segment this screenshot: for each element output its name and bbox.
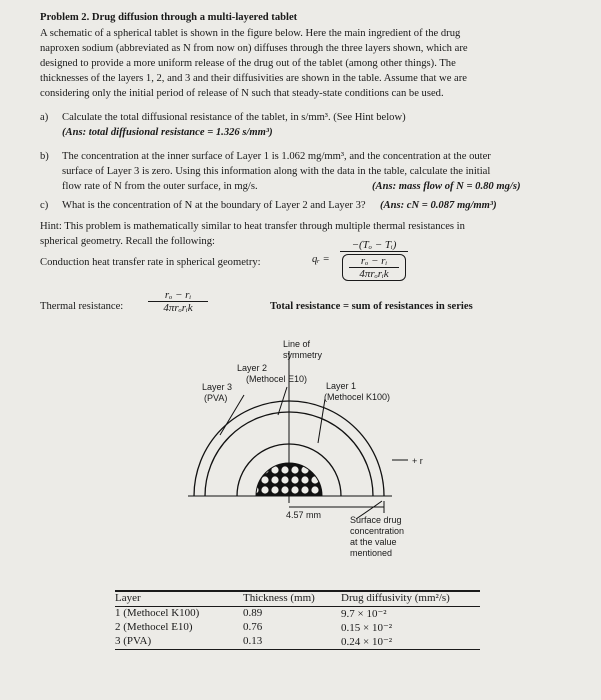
question-c-answer: (Ans: cN = 0.087 mg/mm³) [380, 200, 497, 211]
intro-line: considering only the initial period of release of N such that steady-state conditions can be used. [40, 88, 444, 99]
table-header: Thickness (mm) [243, 591, 341, 607]
table-cell: 3 (PVA) [115, 635, 243, 650]
thermal-label: Thermal resistance: [40, 301, 124, 312]
layer2-label: Layer 2 [237, 363, 268, 373]
layer1-material: (Methocel K100) [324, 392, 391, 402]
conduction-denominator [342, 254, 406, 281]
table-cell: 0.15 × 10⁻² [341, 622, 393, 634]
intro-line: A schematic of a spherical tablet is shown in the figure below. Here the main ingredient of the drug [40, 28, 461, 39]
q-symbol: qᵣ = [312, 254, 330, 265]
radius-label: 4.57 mm [286, 510, 322, 520]
question-b-answer: (Ans: mass flow of N = 0.80 mg/s) [372, 181, 521, 192]
question-a-text: Calculate the total diffusional resistance of the tablet, in s/mm³. (See Hint below) [62, 112, 406, 123]
intro-line: thicknesses of the layers 1, 2, and 3 and their diffusivities are shown in the table. Assume that we are [40, 73, 467, 84]
table-cell: 0.89 [243, 607, 263, 619]
surface-note: Surface drug [350, 515, 402, 525]
table-row [115, 621, 480, 635]
conduction-numerator: −(Tₒ − Tᵢ) [340, 239, 408, 252]
surface-note: at the value [350, 537, 397, 547]
question-b-text: The concentration at the inner surface of Layer 1 is 1.062 mg/mm³, and the concentration at the outer [62, 151, 491, 162]
table-header: Layer [115, 591, 243, 607]
total-resistance-note: Total resistance = sum of resistances in series [270, 301, 473, 312]
layer-table [115, 590, 480, 650]
question-a-answer: (Ans: total diffusional resistance = 1.326 s/mm³) [62, 127, 273, 138]
question-b-text: flow rate of N from the outer surface, in mg/s. [62, 181, 258, 192]
conduction-denominator-bottom: 4πrₒrᵢk [359, 268, 389, 280]
surface-note: concentration [350, 526, 405, 536]
conduction-denominator-top: rₒ − rᵢ [349, 255, 399, 268]
layer3-material: (PVA) [204, 393, 228, 403]
table-row [115, 635, 480, 650]
table-header-row [115, 591, 480, 607]
conduction-label: Conduction heat transfer rate in spherical geometry: [40, 257, 261, 268]
thermal-denominator: 4πrₒrᵢk [163, 302, 193, 314]
layer1-label: Layer 1 [326, 381, 357, 391]
question-c-label: c) [40, 200, 49, 211]
table-cell: 0.24 × 10⁻² [341, 635, 480, 650]
r-direction-label: + r [412, 456, 423, 466]
question-c-text: What is the concentration of N at the boundary of Layer 2 and Layer 3? [62, 200, 366, 211]
table-header: Drug diffusivity (mm²/s) [341, 591, 480, 607]
symmetry-label: symmetry [283, 350, 322, 360]
question-a-label: a) [40, 112, 49, 123]
hint-line: Hint: This problem is mathematically similar to heat transfer through multiple thermal resistances in [40, 221, 465, 232]
thermal-numerator: rₒ − rᵢ [148, 289, 208, 302]
table-cell: 0.13 [243, 635, 341, 650]
layer3-label: Layer 3 [202, 382, 233, 392]
table-cell: 0.76 [243, 621, 263, 633]
hint-line: spherical geometry. Recall the following: [40, 236, 215, 247]
conduction-formula [340, 239, 408, 281]
intro-line: designed to provide a more uniform release of the drug out of the tablet (among other things). The [40, 58, 456, 69]
question-b-label: b) [40, 151, 49, 162]
tablet-schematic [160, 325, 460, 575]
table-cell: 1 (Methocel K100) [115, 607, 200, 619]
table-cell: 2 (Methocel E10) [115, 621, 193, 633]
table-cell: 9.7 × 10⁻² [341, 608, 387, 620]
symmetry-label: Line of [283, 339, 311, 349]
problem-title: Problem 2. Drug diffusion through a multi-layered tablet [40, 12, 298, 23]
table-row [115, 607, 480, 622]
thermal-formula [148, 289, 208, 314]
surface-note: mentioned [350, 548, 393, 558]
layer2-material: (Methocel E10) [246, 374, 308, 384]
question-b-text: surface of Layer 3 is zero. Using this information along with the data in the table, calculate the initial [62, 166, 491, 177]
intro-line: naproxen sodium (abbreviated as N from now on) diffuses through the three layers shown, which are [40, 43, 468, 54]
